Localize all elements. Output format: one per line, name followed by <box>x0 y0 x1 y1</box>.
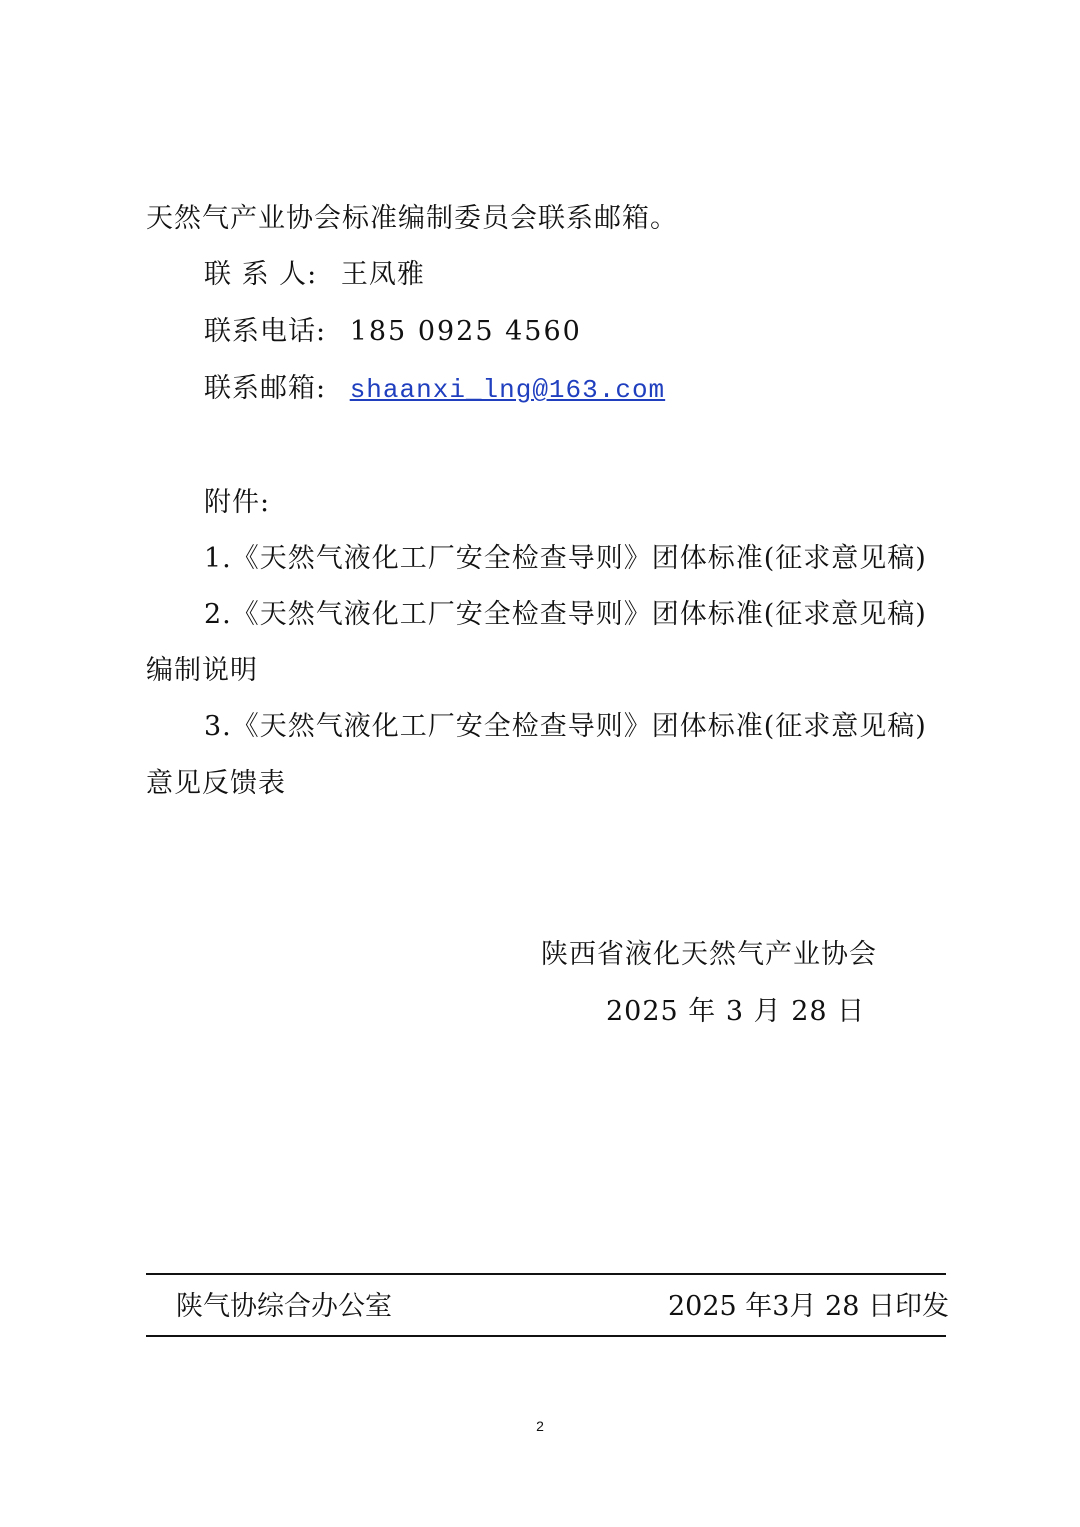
contact-phone-label: 联系电话: <box>204 316 327 347</box>
attachments-heading: 附件: <box>204 487 271 518</box>
footer-top-rule <box>146 1273 946 1275</box>
attachment-item-2: 2.《天然气液化工厂安全检查导则》团体标准(征求意见稿) <box>204 599 927 630</box>
attachment-item-2-cont: 编制说明 <box>146 655 258 686</box>
footer-issuer: 陕气协综合办公室 <box>176 1291 392 1322</box>
attachment-item-3-cont: 意见反馈表 <box>146 768 286 799</box>
contact-email-label: 联系邮箱: <box>204 373 327 404</box>
signature-org: 陕西省液化天然气产业协会 <box>541 939 877 970</box>
signature-date: 2025 年 3 月 28 日 <box>606 996 866 1027</box>
contact-person-value: 王凤雅 <box>340 259 425 290</box>
intro-tail-text: 天然气产业协会标准编制委员会联系邮箱。 <box>146 203 678 234</box>
contact-email-row <box>204 372 665 407</box>
attachment-item-3: 3.《天然气液化工厂安全检查导则》团体标准(征求意见稿) <box>204 711 927 742</box>
footer-bottom-rule <box>146 1335 946 1337</box>
contact-person-label: 联 系 人: <box>204 259 318 290</box>
contact-person-row <box>204 258 425 292</box>
attachment-item-1: 1.《天然气液化工厂安全检查导则》团体标准(征求意见稿) <box>204 543 927 574</box>
footer-issue-date: 2025 年3月 28 日印发 <box>668 1291 949 1322</box>
page-number: 2 <box>536 1418 544 1434</box>
contact-phone-value: 185 0925 4560 <box>349 316 582 347</box>
contact-email-link[interactable]: shaanxi_lng@163.com <box>349 375 666 405</box>
contact-phone-row <box>204 315 582 349</box>
